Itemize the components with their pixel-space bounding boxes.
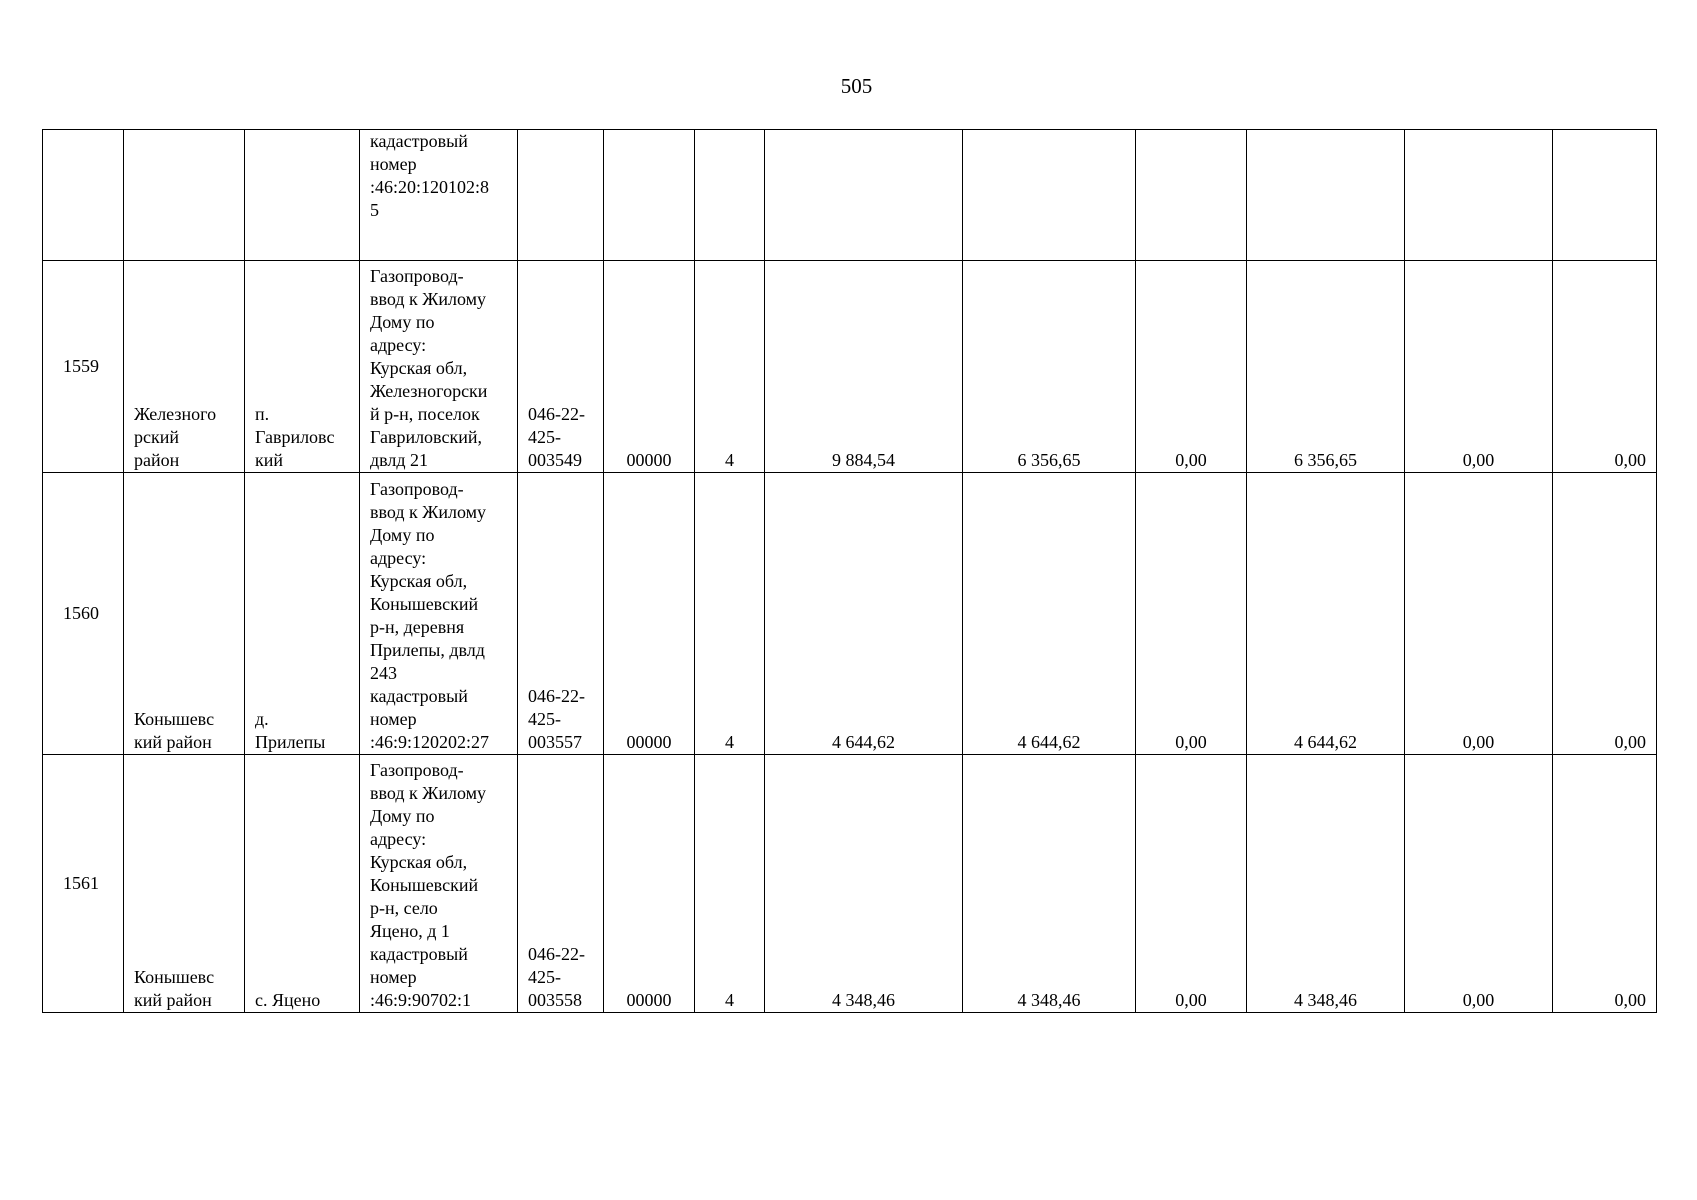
district-line: район <box>134 450 180 470</box>
cell-district <box>124 130 245 261</box>
description-line: Газопровод- <box>370 266 464 286</box>
inventory-line: 046-22- <box>528 944 585 964</box>
cell-value-2: 4 644,62 <box>963 473 1136 755</box>
cell-inventory <box>518 473 604 755</box>
inventory-line: 425- <box>528 427 561 447</box>
cell-value-3: 0,00 <box>1136 755 1247 1013</box>
cell-inventory <box>518 261 604 473</box>
description-line: кадастровый <box>370 131 468 151</box>
cell-description <box>360 261 518 473</box>
locality-line: Гавриловс <box>255 427 335 447</box>
description-line: Курская обл, <box>370 358 468 378</box>
cell-district <box>124 755 245 1013</box>
locality-line: Прилепы <box>255 732 326 752</box>
description-line: Конышевский <box>370 875 479 895</box>
district-line: рский <box>134 427 179 447</box>
description-line: ввод к Жилому <box>370 502 487 522</box>
district-line: Конышевс <box>134 709 215 729</box>
description-line: Прилепы, двлд <box>370 640 485 660</box>
cell-value-1: 4 348,46 <box>765 755 963 1013</box>
description-line: кадастровый <box>370 686 468 706</box>
description-line: Газопровод- <box>370 479 464 499</box>
cell-code: 00000 <box>604 473 695 755</box>
locality-line: с. Яцено <box>255 990 321 1010</box>
inventory-line: 003557 <box>528 732 582 752</box>
cell-inventory <box>518 130 604 261</box>
description-line: Газопровод- <box>370 760 464 780</box>
cell-description <box>360 130 518 261</box>
cell-value-6 <box>1553 130 1657 261</box>
cell-inventory <box>518 755 604 1013</box>
description-line: Яцено, д 1 <box>370 921 450 941</box>
cell-code: 00000 <box>604 755 695 1013</box>
cell-value-4 <box>1247 130 1405 261</box>
district-line: кий район <box>134 732 212 752</box>
description-line: Курская обл, <box>370 571 468 591</box>
cell-code <box>604 130 695 261</box>
description-line: Дому по <box>370 525 435 545</box>
cell-locality <box>245 130 360 261</box>
cell-value-4: 6 356,65 <box>1247 261 1405 473</box>
cell-number: 1560 <box>43 473 124 755</box>
locality-line: кий <box>255 450 284 470</box>
cell-number: 1561 <box>43 755 124 1013</box>
description-line: адресу: <box>370 548 427 568</box>
table-row <box>43 473 1657 755</box>
cell-number <box>43 130 124 261</box>
locality-line: д. <box>255 709 269 729</box>
district-line: Железного <box>134 404 217 424</box>
registry-table <box>42 129 1657 1013</box>
cell-value-5: 0,00 <box>1405 473 1553 755</box>
cell-value-6: 0,00 <box>1553 755 1657 1013</box>
cell-value-4: 4 644,62 <box>1247 473 1405 755</box>
inventory-line: 046-22- <box>528 686 585 706</box>
cell-value-6: 0,00 <box>1553 473 1657 755</box>
cell-value-3: 0,00 <box>1136 473 1247 755</box>
cell-value-5: 0,00 <box>1405 755 1553 1013</box>
cell-value-3 <box>1136 130 1247 261</box>
description-line: Курская обл, <box>370 852 468 872</box>
cell-value-1 <box>765 130 963 261</box>
description-line: 243 <box>370 663 397 683</box>
cell-description <box>360 473 518 755</box>
table-row-continuation <box>43 130 1657 261</box>
description-line: р-н, село <box>370 898 438 918</box>
cell-value-3: 0,00 <box>1136 261 1247 473</box>
description-line: Гавриловский, <box>370 427 482 447</box>
cell-value-1: 4 644,62 <box>765 473 963 755</box>
description-line: ввод к Жилому <box>370 289 487 309</box>
description-line: р-н, деревня <box>370 617 465 637</box>
description-line: адресу: <box>370 335 427 355</box>
description-line: й р-н, поселок <box>370 404 480 424</box>
description-line: кадастровый <box>370 944 468 964</box>
cell-locality <box>245 755 360 1013</box>
cell-value-2: 4 348,46 <box>963 755 1136 1013</box>
cell-value-4: 4 348,46 <box>1247 755 1405 1013</box>
inventory-line: 425- <box>528 709 561 729</box>
cell-value-2 <box>963 130 1136 261</box>
page-number: 505 <box>840 74 873 98</box>
inventory-line: 003549 <box>528 450 582 470</box>
cell-value-2: 6 356,65 <box>963 261 1136 473</box>
description-line: Дому по <box>370 806 435 826</box>
cell-value-6: 0,00 <box>1553 261 1657 473</box>
cell-group: 4 <box>695 473 765 755</box>
description-line: ввод к Жилому <box>370 783 487 803</box>
cell-district <box>124 473 245 755</box>
description-line: Дому по <box>370 312 435 332</box>
inventory-line: 425- <box>528 967 561 987</box>
table-row <box>43 755 1657 1013</box>
description-line: адресу: <box>370 829 427 849</box>
cell-group <box>695 130 765 261</box>
cell-value-5 <box>1405 130 1553 261</box>
cell-code: 00000 <box>604 261 695 473</box>
district-line: Конышевс <box>134 967 215 987</box>
description-line: двлд 21 <box>370 450 429 470</box>
description-line: номер <box>370 967 417 987</box>
inventory-line: 046-22- <box>528 404 585 424</box>
description-line: :46:20:120102:8 <box>370 177 490 197</box>
description-line: номер <box>370 154 417 174</box>
cell-value-1: 9 884,54 <box>765 261 963 473</box>
description-line: Железногорски <box>370 381 488 401</box>
inventory-line: 003558 <box>528 990 582 1010</box>
cell-locality <box>245 473 360 755</box>
description-line: :46:9:120202:27 <box>370 732 490 752</box>
cell-group: 4 <box>695 261 765 473</box>
cell-description <box>360 755 518 1013</box>
cell-district <box>124 261 245 473</box>
description-line: :46:9:90702:1 <box>370 990 472 1010</box>
table-row <box>43 261 1657 473</box>
cell-group: 4 <box>695 755 765 1013</box>
cell-number: 1559 <box>43 261 124 473</box>
description-line: номер <box>370 709 417 729</box>
cell-value-5: 0,00 <box>1405 261 1553 473</box>
cell-locality <box>245 261 360 473</box>
district-line: кий район <box>134 990 212 1010</box>
locality-line: п. <box>255 404 270 424</box>
description-line: 5 <box>370 200 379 220</box>
description-line: Конышевский <box>370 594 479 614</box>
